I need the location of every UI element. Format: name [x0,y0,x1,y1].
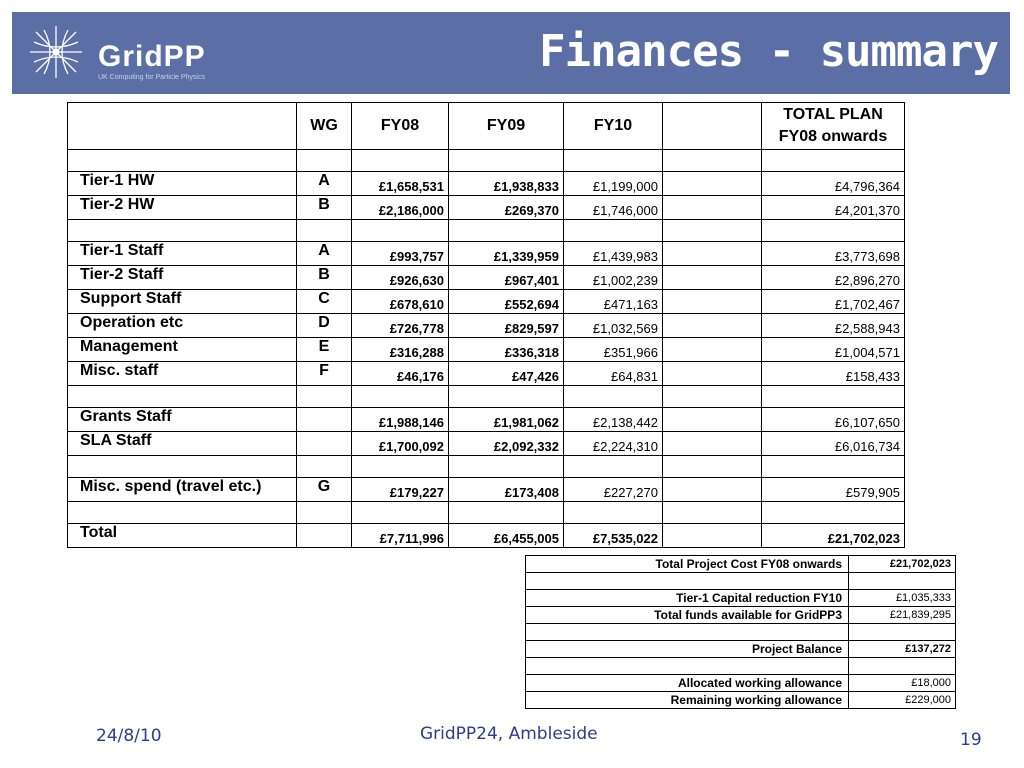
row-total-cell: £2,588,943 [762,314,905,338]
row-empty-cell [663,196,762,220]
row-wg-cell [297,220,352,242]
table-row [68,502,905,524]
row-wg-cell: B [297,266,352,290]
row-fy08-cell: £2,186,000 [352,196,449,220]
row-fy08-cell: £179,227 [352,478,449,502]
summary-label-cell: Total funds available for GridPP3 [526,607,849,624]
row-wg-cell: C [297,290,352,314]
summary-value-cell: £18,000 [849,675,956,692]
row-wg-cell [297,432,352,456]
row-empty-cell [663,408,762,432]
row-total-cell: £6,016,734 [762,432,905,456]
summary-table [525,555,956,709]
row-total-cell [762,502,905,524]
row-label-cell: Tier-2 Staff [68,266,297,290]
table-header-row [68,103,905,150]
row-fy09-cell: £552,694 [449,290,564,314]
row-fy09-cell: £336,318 [449,338,564,362]
table-row [68,196,905,220]
summary-value-cell [849,573,956,590]
row-empty-cell [663,220,762,242]
summary-row [526,573,956,590]
row-empty-cell [663,314,762,338]
row-wg-cell [297,502,352,524]
slide-title: Finances - summary [539,26,998,77]
row-label-cell: Grants Staff [68,408,297,432]
row-fy09-cell [449,502,564,524]
row-wg-cell: F [297,362,352,386]
header-cell-empty [663,103,762,150]
gridpp-logo [26,22,246,84]
table-row [68,362,905,386]
row-total-cell: £21,702,023 [762,524,905,548]
row-label-cell: Operation etc [68,314,297,338]
row-fy10-cell: £7,535,022 [564,524,663,548]
header-cell-label [68,103,297,150]
row-wg-cell [297,408,352,432]
logo-text: GridPP [98,40,206,73]
summary-label-cell: Total Project Cost FY08 onwards [526,556,849,573]
row-label-cell: Total [68,524,297,548]
row-fy10-cell: £2,224,310 [564,432,663,456]
row-empty-cell [663,478,762,502]
row-label-cell [68,220,297,242]
row-label-cell: Tier-1 Staff [68,242,297,266]
summary-label-cell: Tier-1 Capital reduction FY10 [526,590,849,607]
row-fy08-cell: £993,757 [352,242,449,266]
row-fy09-cell [449,386,564,408]
row-label-cell: Misc. staff [68,362,297,386]
row-fy09-cell [449,456,564,478]
row-fy08-cell: £726,778 [352,314,449,338]
summary-row [526,692,956,709]
summary-row [526,624,956,641]
table-row [68,242,905,266]
header-cell-total [762,103,905,150]
row-wg-cell: A [297,172,352,196]
row-fy08-cell [352,386,449,408]
grid-globe-icon [26,22,86,82]
summary-row [526,658,956,675]
row-empty-cell [663,338,762,362]
row-fy09-cell: £1,339,959 [449,242,564,266]
summary-row [526,675,956,692]
row-wg-cell: G [297,478,352,502]
summary-row [526,607,956,624]
row-fy10-cell: £351,966 [564,338,663,362]
row-wg-cell: E [297,338,352,362]
row-empty-cell [663,290,762,314]
summary-label-cell: Remaining working allowance [526,692,849,709]
row-total-cell: £4,201,370 [762,196,905,220]
footer-date: 24/8/10 [96,726,162,746]
row-fy09-cell: £967,401 [449,266,564,290]
row-label-cell: Management [68,338,297,362]
table-row [68,432,905,456]
row-fy09-cell: £6,455,005 [449,524,564,548]
summary-row [526,590,956,607]
row-label-cell: Misc. spend (travel etc.) [68,478,297,502]
row-total-cell: £579,905 [762,478,905,502]
row-fy08-cell [352,150,449,172]
row-fy09-cell: £173,408 [449,478,564,502]
row-fy09-cell [449,150,564,172]
row-fy08-cell: £1,988,146 [352,408,449,432]
row-fy10-cell: £64,831 [564,362,663,386]
row-total-cell: £1,702,467 [762,290,905,314]
header-total-line1: TOTAL PLAN [783,106,883,123]
row-total-cell: £6,107,650 [762,408,905,432]
summary-value-cell [849,658,956,675]
row-fy10-cell: £1,439,983 [564,242,663,266]
row-fy09-cell: £1,938,833 [449,172,564,196]
table-row [68,314,905,338]
row-wg-cell [297,524,352,548]
row-label-cell [68,456,297,478]
table-row [68,456,905,478]
row-fy08-cell [352,502,449,524]
summary-value-cell: £21,839,295 [849,607,956,624]
row-empty-cell [663,242,762,266]
row-total-cell: £3,773,698 [762,242,905,266]
footer-event: GridPP24, Ambleside [420,724,598,744]
row-total-cell [762,456,905,478]
summary-label-cell [526,624,849,641]
row-fy08-cell: £1,700,092 [352,432,449,456]
table-row [68,172,905,196]
row-empty-cell [663,502,762,524]
summary-label-cell [526,573,849,590]
table-row [68,408,905,432]
row-label-cell: SLA Staff [68,432,297,456]
row-fy10-cell [564,502,663,524]
table-row [68,290,905,314]
summary-label-cell [526,658,849,675]
row-fy10-cell [564,220,663,242]
row-fy10-cell: £1,002,239 [564,266,663,290]
row-fy10-cell [564,150,663,172]
row-total-cell [762,386,905,408]
finances-table [67,102,905,548]
summary-value-cell: £21,702,023 [849,556,956,573]
row-total-cell [762,150,905,172]
row-fy10-cell: £1,032,569 [564,314,663,338]
row-empty-cell [663,456,762,478]
header-total-line2: FY08 onwards [778,128,888,145]
row-wg-cell [297,386,352,408]
table-row [68,266,905,290]
summary-value-cell: £229,000 [849,692,956,709]
summary-label-cell: Project Balance [526,641,849,658]
header-cell-wg: WG [297,103,352,150]
row-fy08-cell: £1,658,531 [352,172,449,196]
row-fy08-cell: £316,288 [352,338,449,362]
row-fy08-cell: £926,630 [352,266,449,290]
summary-value-cell: £1,035,333 [849,590,956,607]
row-fy10-cell: £1,199,000 [564,172,663,196]
row-label-cell [68,386,297,408]
row-wg-cell: D [297,314,352,338]
row-wg-cell: A [297,242,352,266]
row-total-cell [762,220,905,242]
table-row [68,478,905,502]
row-wg-cell [297,150,352,172]
table-row [68,338,905,362]
row-empty-cell [663,266,762,290]
row-label-cell: Support Staff [68,290,297,314]
row-wg-cell [297,456,352,478]
row-fy09-cell: £47,426 [449,362,564,386]
row-empty-cell [663,362,762,386]
summary-value-cell: £137,272 [849,641,956,658]
row-total-cell: £2,896,270 [762,266,905,290]
summary-row [526,556,956,573]
summary-value-cell [849,624,956,641]
row-fy09-cell: £1,981,062 [449,408,564,432]
row-fy09-cell: £2,092,332 [449,432,564,456]
header-cell-fy10: FY10 [564,103,663,150]
footer-page-number: 19 [960,730,982,750]
row-fy08-cell: £678,610 [352,290,449,314]
slide-header [12,12,1010,94]
row-fy08-cell: £46,176 [352,362,449,386]
header-cell-fy09: FY09 [449,103,564,150]
row-fy08-cell [352,220,449,242]
row-fy10-cell [564,386,663,408]
row-label-cell: Tier-2 HW [68,196,297,220]
row-empty-cell [663,386,762,408]
row-label-cell [68,502,297,524]
summary-row [526,641,956,658]
row-label-cell: Tier-1 HW [68,172,297,196]
row-total-cell: £4,796,364 [762,172,905,196]
row-fy09-cell: £829,597 [449,314,564,338]
row-fy10-cell: £2,138,442 [564,408,663,432]
row-fy10-cell: £471,163 [564,290,663,314]
row-total-cell: £158,433 [762,362,905,386]
table-row [68,150,905,172]
row-empty-cell [663,150,762,172]
row-fy09-cell: £269,370 [449,196,564,220]
header-cell-fy08: FY08 [352,103,449,150]
summary-label-cell: Allocated working allowance [526,675,849,692]
row-empty-cell [663,172,762,196]
table-row [68,386,905,408]
table-row [68,220,905,242]
row-empty-cell [663,524,762,548]
logo-subtitle: UK Computing for Particle Physics [98,74,205,81]
row-label-cell [68,150,297,172]
row-fy08-cell [352,456,449,478]
row-fy09-cell [449,220,564,242]
row-total-cell: £1,004,571 [762,338,905,362]
row-fy10-cell: £1,746,000 [564,196,663,220]
table-row [68,524,905,548]
row-fy10-cell: £227,270 [564,478,663,502]
row-wg-cell: B [297,196,352,220]
row-fy08-cell: £7,711,996 [352,524,449,548]
row-fy10-cell [564,456,663,478]
row-empty-cell [663,432,762,456]
